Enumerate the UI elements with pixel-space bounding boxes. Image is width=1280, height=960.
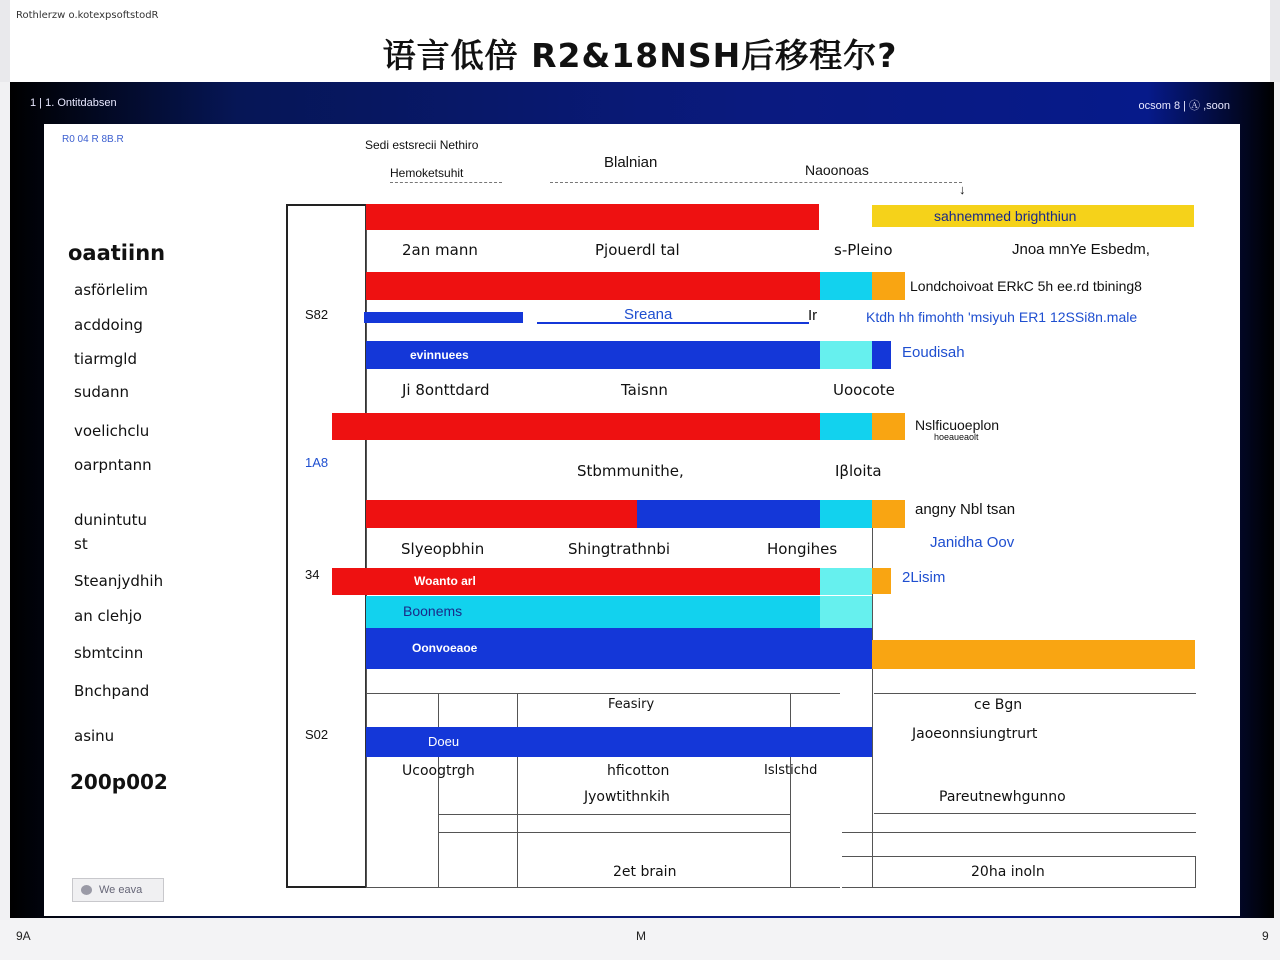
timeline-bar[interactable]	[637, 500, 820, 528]
timeline-bar[interactable]	[820, 596, 872, 628]
bar-label: Ir	[808, 307, 818, 324]
cell-text: Uoocote	[833, 381, 895, 399]
side-label: Nslficuoeplon	[915, 417, 1000, 433]
grid-line	[790, 693, 791, 888]
cell-text: 20ha inoln	[971, 864, 1045, 880]
grid-line	[366, 887, 840, 888]
side-label: Janidha Oov	[930, 534, 1015, 551]
sidebar-item[interactable]: sbmtcinn	[74, 644, 144, 662]
arrow-down-icon: ↓	[959, 182, 966, 197]
bar-label: Boonems	[403, 603, 463, 619]
timeline-bar[interactable]	[366, 341, 820, 369]
timeline-bar[interactable]	[872, 500, 905, 528]
timeline-bar[interactable]	[872, 413, 905, 440]
cell-text: Stbmmunithe,	[577, 462, 684, 480]
bar-label: Doeu	[428, 734, 460, 749]
sidebar-item[interactable]: asförlelim	[74, 281, 148, 299]
side-label: Eoudisah	[902, 344, 965, 361]
cell-text: Iβloita	[835, 462, 882, 480]
sidebar-heading: oaatiinn	[68, 241, 166, 265]
cell-text: Islstichd	[764, 763, 818, 778]
cell-text: Jaoeonnsiungtrurt	[912, 726, 1038, 742]
sidebar-item[interactable]: acddoing	[74, 316, 143, 334]
cell-text: Feasiry	[608, 697, 655, 712]
timeline-bar[interactable]	[820, 272, 872, 300]
side-label: angny Nbl tsan	[915, 501, 1016, 518]
timeline-bar[interactable]	[366, 204, 819, 230]
timeline-bar[interactable]	[366, 272, 820, 300]
timeline-bar[interactable]	[872, 568, 891, 594]
cell-text: Pareutnewhgunno	[939, 789, 1066, 805]
side-label: 2Lisim	[902, 569, 946, 586]
header-divider	[390, 182, 502, 183]
page-title: 语言低倍 R2&18NSH后移程尔?	[382, 36, 898, 75]
row-label: 1A8	[305, 455, 329, 470]
timeline-bar[interactable]	[820, 500, 872, 528]
sidebar-item[interactable]: Steanjydhih	[74, 572, 164, 590]
cell-text: s-Pleino	[834, 241, 893, 259]
timeline-bar[interactable]	[332, 413, 820, 440]
bar-label: Sreana	[624, 306, 673, 323]
row-label: 34	[305, 567, 320, 582]
side-label: Ktdh hh fimohth 'msiyuh ER1 12SSi8n.male	[866, 309, 1138, 325]
save-view-label: We eava	[99, 884, 143, 896]
bar-label: evinnuees	[410, 348, 469, 362]
grid-line	[438, 832, 790, 833]
grid-line	[1195, 856, 1196, 888]
row-label: S82	[305, 307, 329, 322]
grid-line	[842, 832, 1196, 833]
bar-label: Oonvoeaoe	[412, 641, 478, 655]
column-group-left: Hemoketsuhit	[390, 166, 464, 180]
grid-line	[874, 813, 1196, 814]
timeline-bar[interactable]	[820, 341, 872, 369]
grid-line	[438, 693, 439, 888]
sidebar-item[interactable]: dunintutu	[74, 511, 147, 529]
window-header-right: ocsom 8 | Ⓐ ,soon	[1138, 100, 1230, 112]
cell-text: Pjouerdl tal	[595, 241, 680, 259]
window-header-left: 1 | 1. Ontitdabsen	[30, 97, 117, 109]
row-label: S02	[305, 727, 329, 742]
timeline-bar[interactable]	[820, 413, 872, 440]
bar-label: Woanto arl	[414, 574, 476, 588]
sidebar-item[interactable]: oarpntann	[74, 456, 152, 474]
panel-id: R0 04 R 8B.R	[62, 134, 124, 145]
sidebar-item[interactable]: sudann	[74, 383, 130, 401]
column-group-mid: Blalnian	[604, 154, 658, 171]
sidebar-item[interactable]: an clehjo	[74, 607, 142, 625]
timeline-bar[interactable]	[872, 341, 891, 369]
cell-text: Ji 8onttdard	[402, 381, 490, 399]
timeline-bar[interactable]	[872, 272, 905, 300]
cell-text: Shingtrathnbi	[568, 540, 671, 558]
status-left: 9A	[16, 929, 31, 943]
cell-text: ce Bgn	[974, 697, 1023, 713]
timeline-bar[interactable]	[366, 500, 637, 528]
cell-text: Taisnn	[621, 381, 668, 399]
cell-text: hficotton	[607, 763, 670, 779]
cell-text: Jyowtithnkih	[584, 789, 670, 805]
cell-text: Slyeopbhin	[401, 540, 485, 558]
timeline-bar[interactable]	[364, 312, 523, 323]
status-center: M	[636, 929, 646, 943]
save-view-button[interactable]	[72, 878, 164, 902]
column-subheader: Sedi estsrecii Nethiro	[365, 138, 479, 152]
cell-text: 2an mann	[402, 241, 478, 259]
grid-line	[874, 693, 1196, 694]
column-group-right: Naoonoas	[805, 162, 869, 178]
sidebar-total: 200p002	[70, 770, 168, 794]
bar-label: sahnemmed brighthiun	[934, 208, 1077, 224]
timeline-bar[interactable]	[820, 568, 872, 595]
grid-line	[842, 856, 1196, 857]
timeline-bar[interactable]	[872, 640, 1195, 669]
toggle-icon	[81, 885, 92, 895]
document-meta: Rothlerzw o.kotexpsoftstodR	[16, 10, 159, 21]
timeline-bar[interactable]	[872, 205, 1194, 227]
sidebar-item[interactable]: tiarmgld	[74, 350, 137, 368]
timeline-bar[interactable]	[366, 727, 872, 757]
side-label: Londchoivoat ERkC 5h ee.rd tbining8	[910, 278, 1142, 294]
progress-line	[537, 322, 809, 324]
sidebar-item[interactable]: voelichclu	[74, 422, 150, 440]
cell-text: 2et brain	[613, 864, 677, 880]
header-divider	[550, 182, 962, 183]
cell-text: Ucoogtrgh	[402, 763, 475, 779]
timeline-bar[interactable]	[366, 596, 820, 628]
sidebar-item[interactable]: asinu	[74, 727, 115, 745]
timeline-bar[interactable]	[366, 628, 872, 669]
grid-line	[517, 693, 518, 888]
cell-text: Hongihes	[767, 540, 838, 558]
status-right: 9	[1262, 929, 1269, 943]
sidebar-item[interactable]: Bnchpand	[74, 682, 150, 700]
sidebar-item[interactable]: st	[74, 535, 88, 553]
side-sublabel: hoeaueaolt	[934, 432, 979, 442]
side-label: Jnoa mnYe Esbedm,	[1012, 241, 1150, 258]
grid-line	[842, 887, 1196, 888]
grid-line	[366, 204, 367, 888]
grid-line	[438, 814, 790, 815]
timeline-bar[interactable]	[332, 568, 820, 595]
